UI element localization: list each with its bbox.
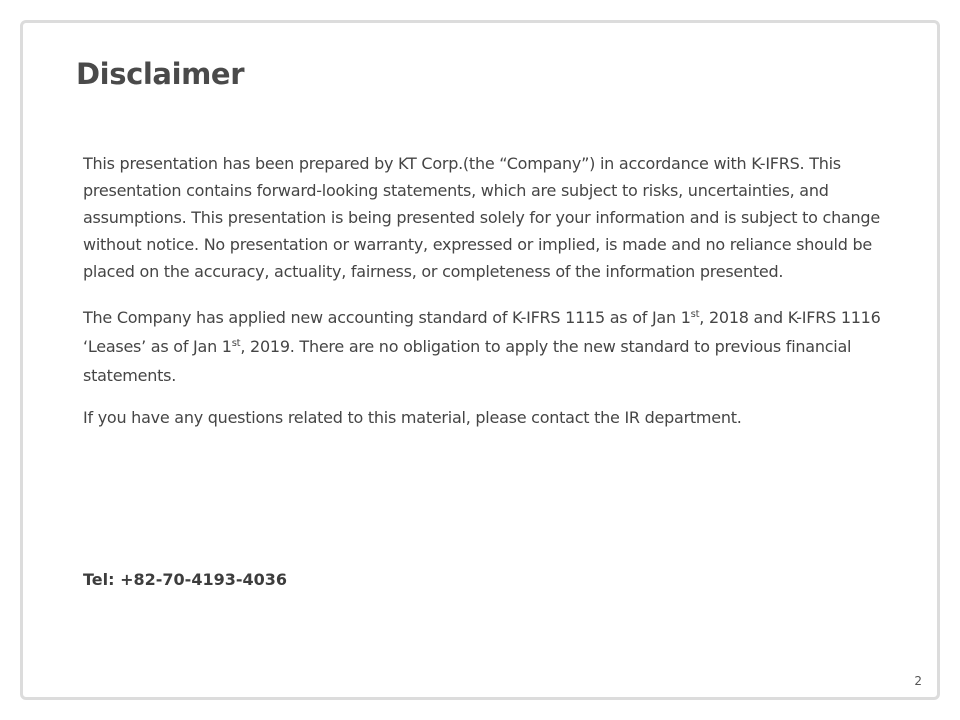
contact-phone: Tel: +82-70-4193-4036	[83, 570, 288, 589]
disclaimer-paragraph-1: This presentation has been prepared by KT Corp.(the “Company”) in accordance with K-IFRS. This presentation contains forward-looking statements, which are subject to risks, uncertainties, and assumptions. This presentation is being presented solely for your information and is subject to change without notice. No presentation or warranty, expressed or implied, is made and no reliance should be placed on the accuracy, actuality, fairness, or completeness of the information presented.	[83, 154, 880, 281]
paragraph-2-text-part-1: The Company has applied new accounting standard of K-IFRS 1115 as of Jan 1	[83, 308, 691, 327]
paragraph-2-text-part-2: , 2018 and K-IFRS 1116 ‘Leases’ as of Jan 1	[83, 308, 881, 356]
disclaimer-paragraph-3: If you have any questions related to this material, please contact the IR department.	[83, 408, 742, 427]
disclaimer-body	[83, 150, 883, 431]
ordinal-superscript-1: st	[690, 309, 700, 320]
disclaimer-paragraph-2	[83, 303, 883, 390]
page-number: 2	[914, 674, 922, 688]
paragraph-2-text-part-3: , 2019. There are no obligation to apply the new standard to previous financial statements.	[83, 337, 852, 385]
ordinal-superscript-2: st	[231, 338, 241, 349]
slide-title: Disclaimer	[76, 57, 245, 91]
